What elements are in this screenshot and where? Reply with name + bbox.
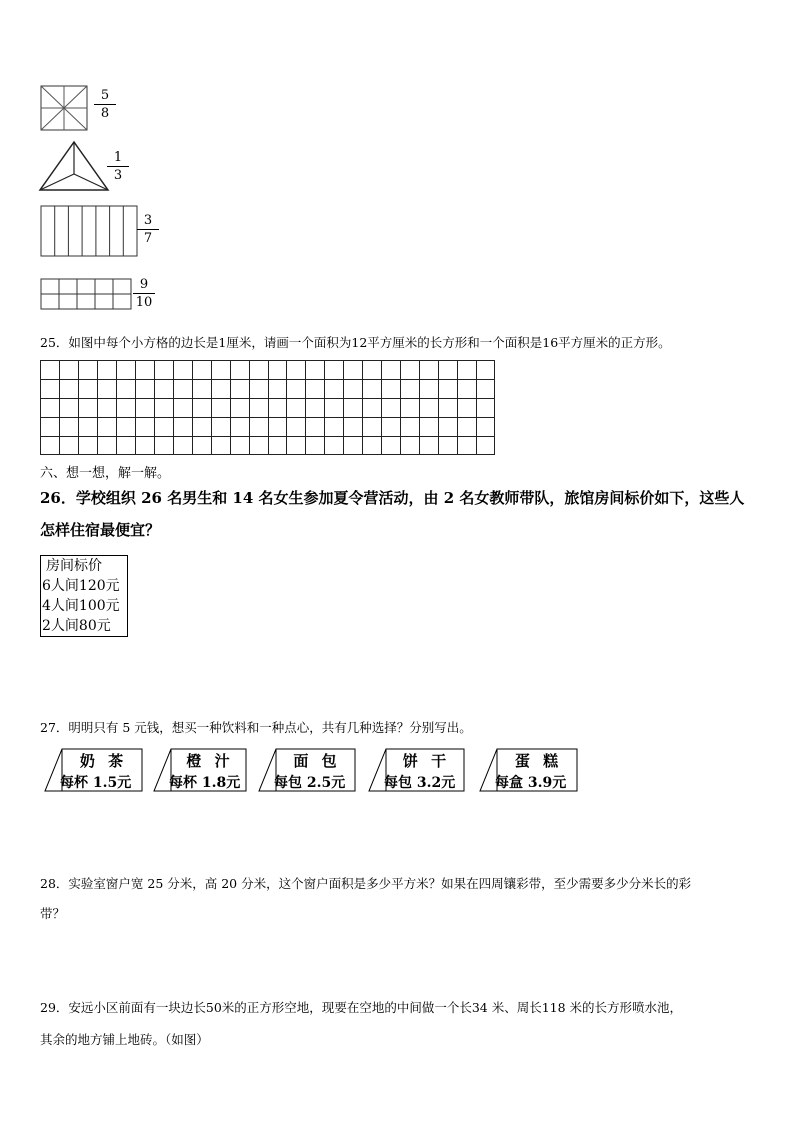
card-item-name: 饼 干 <box>402 752 451 770</box>
card-item-price: 每包 3.2元 <box>384 775 456 791</box>
room-price-table <box>40 555 128 637</box>
triangle-thirds-figure <box>38 140 110 192</box>
fraction-3-7 <box>137 213 159 246</box>
card-item-price: 每盒 3.9元 <box>495 775 567 791</box>
question-29-line2: 其余的地方铺上地砖。（如图） <box>40 1032 209 1047</box>
fraction-numerator: 9 <box>139 277 149 292</box>
question-29-line1: 29．安远小区前面有一块边长50米的正方形空地，现要在空地的中间做一个长34 米、周长118 米的长方形喷水池， <box>40 1000 683 1015</box>
price-table-row: 4人间100元 <box>42 598 120 614</box>
fraction-denominator: 3 <box>113 168 123 183</box>
section-6-title: 六、想一想，解一解。 <box>40 466 171 481</box>
price-card-bread <box>258 748 356 792</box>
question-28-line2: 带？ <box>40 906 66 921</box>
fraction-9-10 <box>133 277 155 310</box>
question-28-line1: 28．实验室窗户宽 25 分米，高 20 分米，这个窗户面积是多少平方米？如果在四周镶彩带，至少需要多少分米长的彩 <box>40 876 692 891</box>
fraction-numerator: 5 <box>100 88 110 103</box>
rectangle-sevenths-figure <box>40 205 138 257</box>
square-eighths-figure <box>40 85 88 131</box>
fraction-denominator: 7 <box>143 231 153 246</box>
question-25-text: 25．如图中每个小方格的边长是1厘米，请画一个面积为12平方厘米的长方形和一个面积是16平方厘米的正方形。 <box>40 335 671 350</box>
question-26-line1: 26．学校组织 26 名男生和 14 名女生参加夏令营活动，由 2 名女教师带队，旅馆房间标价如下，这些人 <box>40 489 745 507</box>
grid-tenths-figure <box>40 278 132 310</box>
fraction-numerator: 3 <box>143 213 153 228</box>
card-item-name: 奶 茶 <box>79 752 128 770</box>
fraction-denominator: 8 <box>100 106 110 121</box>
card-item-name: 面 包 <box>293 752 341 770</box>
card-item-price: 每包 2.5元 <box>274 775 346 791</box>
price-table-row: 6人间120元 <box>42 578 120 594</box>
card-item-name: 蛋 糕 <box>514 752 563 770</box>
price-card-biscuit <box>368 748 465 792</box>
price-table-header: 房间标价 <box>46 558 102 574</box>
fraction-5-8 <box>94 88 116 121</box>
price-card-cake <box>479 748 578 792</box>
card-item-price: 每杯 1.8元 <box>169 775 241 791</box>
card-item-name: 橙 汁 <box>186 752 234 770</box>
fraction-numerator: 1 <box>113 150 123 165</box>
price-card-milk-tea <box>44 748 143 792</box>
price-card-orange-juice <box>153 748 247 792</box>
question-27-text: 27．明明只有 5 元钱，想买一种饮料和一种点心，共有几种选择？分别写出。 <box>40 720 472 735</box>
question-26-line2: 怎样住宿最便宜？ <box>40 521 161 539</box>
card-item-price: 每杯 1.5元 <box>60 775 132 791</box>
fraction-denominator: 10 <box>135 295 153 310</box>
square-grid[interactable] <box>40 360 496 456</box>
price-table-row: 2人间80元 <box>42 618 111 634</box>
fraction-1-3 <box>107 150 129 183</box>
